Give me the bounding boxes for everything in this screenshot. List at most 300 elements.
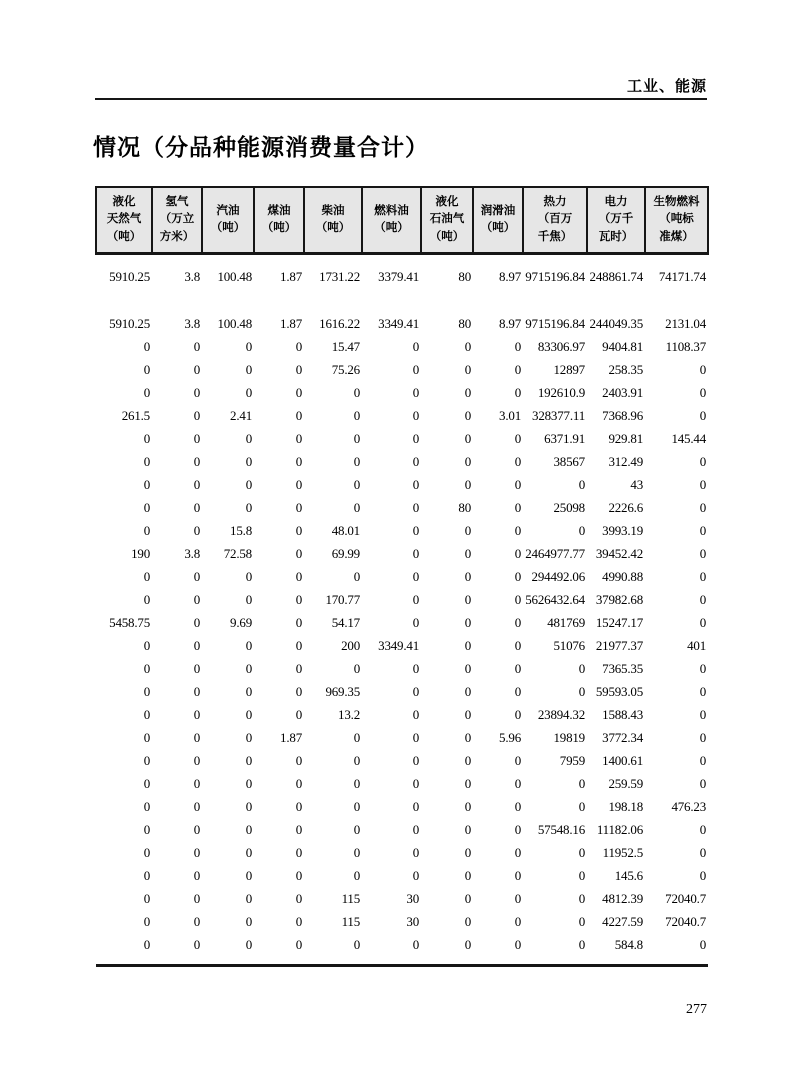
table-cell: 0	[514, 499, 521, 515]
table-cell: 0	[143, 752, 150, 768]
table-cell: 0	[464, 614, 471, 630]
table-cell: 0	[295, 338, 302, 354]
table-cell: 0	[353, 430, 360, 446]
table-row	[96, 680, 708, 703]
table-row	[96, 496, 708, 519]
table-cell: 51076	[553, 637, 585, 653]
table-cell: 0	[193, 591, 200, 607]
table-cell: 0	[143, 706, 150, 722]
table-cell: 6371.91	[544, 430, 585, 446]
table-cell: 0	[193, 913, 200, 929]
table-cell: 5.96	[499, 729, 521, 745]
table-cell: 0	[193, 729, 200, 745]
table-cell: 0	[578, 890, 585, 906]
table-cell: 9715196.84	[525, 268, 585, 284]
table-cell: 2.41	[230, 407, 252, 423]
column-header-line: 天然气	[106, 213, 142, 226]
table-cell: 4812.39	[602, 890, 643, 906]
table-cell: 0	[699, 752, 706, 768]
table-cell: 0	[245, 867, 252, 883]
column-header-3	[202, 187, 254, 254]
table-cell: 0	[412, 775, 419, 791]
column-header-line: （百万	[537, 213, 573, 226]
table-cell: 0	[699, 545, 706, 561]
table-cell: 2464977.77	[525, 545, 585, 561]
table-cell: 0	[295, 683, 302, 699]
table-cell: 2131.04	[665, 315, 706, 331]
column-header-line: （万千	[598, 213, 634, 226]
column-header-line: 电力	[604, 196, 628, 209]
table-cell: 0	[245, 844, 252, 860]
table-cell: 0	[514, 522, 521, 538]
table-cell: 294492.06	[531, 568, 585, 584]
table-row	[96, 450, 708, 473]
table-cell: 80	[458, 315, 471, 331]
table-cell: 0	[353, 867, 360, 883]
table-cell: 0	[353, 499, 360, 515]
column-header-9	[523, 187, 587, 254]
column-header-1	[96, 187, 152, 254]
table-cell: 0	[143, 867, 150, 883]
table-cell: 15.8	[230, 522, 252, 538]
table-cell: 23894.32	[537, 706, 585, 722]
table-cell: 0	[193, 338, 200, 354]
table-cell: 0	[143, 476, 150, 492]
table-cell: 0	[295, 476, 302, 492]
table-cell: 0	[578, 844, 585, 860]
table-cell: 0	[245, 430, 252, 446]
table-cell: 0	[143, 660, 150, 676]
table-cell: 0	[514, 752, 521, 768]
table-cell: 3.8	[184, 315, 200, 331]
table-cell: 0	[412, 798, 419, 814]
table-cell: 0	[412, 844, 419, 860]
table-cell: 0	[295, 453, 302, 469]
table-row	[96, 795, 708, 818]
table-cell: 0	[514, 361, 521, 377]
table-cell: 0	[193, 890, 200, 906]
table-cell: 0	[143, 913, 150, 929]
table-row	[96, 749, 708, 772]
table-cell: 0	[699, 568, 706, 584]
table-cell: 3.8	[184, 268, 200, 284]
table-cell: 0	[699, 614, 706, 630]
column-header-line: 煤油	[267, 204, 291, 217]
table-row	[96, 358, 708, 381]
table-row	[96, 933, 708, 966]
table-row	[96, 473, 708, 496]
table-cell: 0	[464, 752, 471, 768]
table-cell: 0	[245, 729, 252, 745]
table-cell: 0	[514, 660, 521, 676]
column-header-line: 生物燃料	[653, 196, 700, 209]
header-rule	[95, 98, 707, 100]
table-cell: 0	[514, 683, 521, 699]
table-cell: 2226.6	[608, 499, 643, 515]
table-cell: 21977.37	[595, 637, 643, 653]
table-cell: 0	[514, 936, 521, 952]
table-cell: 0	[193, 637, 200, 653]
table-cell: 0	[412, 545, 419, 561]
table-row	[96, 427, 708, 450]
page-number: 277	[686, 1002, 707, 1017]
table-cell: 0	[578, 798, 585, 814]
energy-consumption-table	[95, 186, 709, 967]
table-cell: 481769	[547, 614, 585, 630]
column-header-line: 方米）	[159, 230, 195, 243]
table-cell: 0	[353, 936, 360, 952]
table-cell: 0	[412, 338, 419, 354]
table-cell: 259.59	[608, 775, 643, 791]
table-cell: 0	[464, 683, 471, 699]
column-header-line: 石油气	[429, 213, 465, 226]
table-cell: 0	[464, 913, 471, 929]
table-cell: 0	[514, 545, 521, 561]
column-header-line: 瓦时）	[598, 230, 634, 243]
table-cell: 69.99	[331, 545, 360, 561]
table-cell: 0	[193, 522, 200, 538]
table-cell: 0	[295, 407, 302, 423]
table-cell: 3349.41	[378, 637, 419, 653]
table-cell: 0	[295, 545, 302, 561]
table-cell: 1731.22	[319, 268, 360, 284]
column-header-line: 热力	[543, 196, 567, 209]
table-cell: 48.01	[331, 522, 360, 538]
table-cell: 0	[143, 522, 150, 538]
column-header-line: 燃料油	[374, 204, 409, 217]
table-cell: 0	[353, 660, 360, 676]
table-cell: 0	[412, 614, 419, 630]
table-cell: 0	[412, 867, 419, 883]
table-cell: 0	[295, 384, 302, 400]
table-cell: 929.81	[608, 430, 643, 446]
table-cell: 0	[514, 453, 521, 469]
table-cell: 0	[699, 522, 706, 538]
table-cell: 0	[464, 430, 471, 446]
table-cell: 0	[193, 821, 200, 837]
table-cell: 0	[143, 775, 150, 791]
table-cell: 5458.75	[109, 614, 150, 630]
table-cell: 0	[514, 821, 521, 837]
table-row	[96, 519, 708, 542]
table-cell: 0	[412, 499, 419, 515]
spacer-cell	[96, 288, 708, 312]
table-cell: 0	[514, 430, 521, 446]
table-cell: 1108.37	[665, 338, 706, 354]
table-cell: 0	[193, 775, 200, 791]
table-cell: 0	[578, 660, 585, 676]
table-cell: 170.77	[325, 591, 360, 607]
column-header-8	[473, 187, 523, 254]
table-cell: 0	[193, 867, 200, 883]
table-cell: 0	[295, 430, 302, 446]
table-cell: 0	[699, 453, 706, 469]
table-cell: 9.69	[230, 614, 252, 630]
page-title: 情况（分品种能源消费量合计）	[93, 134, 429, 160]
table-cell: 57548.16	[537, 821, 585, 837]
table-cell: 0	[193, 361, 200, 377]
table-cell: 0	[464, 338, 471, 354]
table-cell: 59593.05	[595, 683, 643, 699]
table-cell: 0	[143, 361, 150, 377]
table-cell: 0	[193, 844, 200, 860]
table-cell: 0	[143, 844, 150, 860]
table-cell: 261.5	[121, 407, 150, 423]
table-row	[96, 611, 708, 634]
table-cell: 39452.42	[595, 545, 643, 561]
table-cell: 0	[699, 660, 706, 676]
table-cell: 0	[295, 361, 302, 377]
table-cell: 54.17	[331, 614, 360, 630]
table-cell: 0	[245, 476, 252, 492]
table-cell: 0	[412, 568, 419, 584]
table-cell: 0	[245, 338, 252, 354]
table-cell: 80	[458, 268, 471, 284]
table-cell: 100.48	[217, 268, 252, 284]
table-cell: 312.49	[608, 453, 643, 469]
table-row	[96, 841, 708, 864]
table-cell: 15.47	[331, 338, 360, 354]
table-cell: 0	[464, 729, 471, 745]
table-row	[96, 335, 708, 358]
table-cell: 0	[143, 384, 150, 400]
table-cell: 0	[193, 407, 200, 423]
column-header-2	[152, 187, 202, 254]
table-cell: 0	[464, 660, 471, 676]
table-cell: 0	[464, 637, 471, 653]
table-cell: 476.23	[671, 798, 706, 814]
table-cell: 0	[464, 384, 471, 400]
table-row	[96, 381, 708, 404]
table-cell: 0	[353, 775, 360, 791]
table-cell: 244049.35	[589, 315, 643, 331]
table-cell: 25098	[553, 499, 585, 515]
column-header-line: 液化	[435, 196, 459, 209]
table-cell: 1588.43	[602, 706, 643, 722]
table-cell: 190	[131, 545, 150, 561]
table-cell: 0	[295, 706, 302, 722]
table-cell: 0	[412, 384, 419, 400]
table-cell: 0	[143, 499, 150, 515]
table-cell: 0	[193, 453, 200, 469]
column-header-line: （吨）	[480, 222, 516, 234]
table-cell: 0	[514, 775, 521, 791]
table-cell: 0	[193, 476, 200, 492]
table-cell: 0	[353, 384, 360, 400]
table-cell: 0	[412, 430, 419, 446]
table-cell: 0	[353, 844, 360, 860]
table-cell: 1.87	[280, 268, 302, 284]
table-cell: 0	[193, 614, 200, 630]
table-cell: 9404.81	[602, 338, 643, 354]
table-row	[96, 542, 708, 565]
column-header-line: 柴油	[321, 204, 345, 217]
table-row	[96, 726, 708, 749]
table-cell: 0	[412, 936, 419, 952]
table-cell: 8.97	[499, 268, 521, 284]
table-cell: 0	[245, 637, 252, 653]
column-header-4	[254, 187, 304, 254]
table-cell: 0	[412, 706, 419, 722]
column-header-7	[421, 187, 473, 254]
table-cell: 30	[406, 913, 419, 929]
table-cell: 100.48	[217, 315, 252, 331]
table-cell: 0	[193, 706, 200, 722]
table-cell: 0	[514, 614, 521, 630]
table-cell: 0	[464, 844, 471, 860]
column-header-line: （吨）	[210, 222, 246, 234]
column-header-line: （万立	[159, 213, 195, 226]
table-cell: 0	[464, 591, 471, 607]
running-header: 工业、能源	[626, 78, 707, 95]
table-cell: 0	[245, 660, 252, 676]
table-cell: 0	[295, 936, 302, 952]
table-cell: 7368.96	[602, 407, 643, 423]
table-cell: 584.8	[614, 936, 643, 952]
column-header-line: （吨）	[106, 230, 142, 243]
table-cell: 401	[687, 637, 706, 653]
table-cell: 0	[245, 706, 252, 722]
column-header-line: 汽油	[216, 204, 240, 217]
table-cell: 0	[412, 453, 419, 469]
table-cell: 0	[412, 683, 419, 699]
table-cell: 258.35	[608, 361, 643, 377]
table-cell: 115	[341, 890, 360, 906]
table-cell: 0	[464, 706, 471, 722]
table-cell: 0	[464, 545, 471, 561]
table-wrap	[95, 186, 707, 967]
table-cell: 0	[464, 476, 471, 492]
table-cell: 0	[245, 361, 252, 377]
table-cell: 0	[699, 706, 706, 722]
table-row	[96, 588, 708, 611]
table-row	[96, 818, 708, 841]
table-cell: 0	[245, 775, 252, 791]
table-cell: 0	[514, 844, 521, 860]
table-cell: 5626432.64	[525, 591, 585, 607]
table-cell: 0	[412, 361, 419, 377]
table-cell: 74171.74	[658, 268, 706, 284]
column-header-line: （吨）	[261, 222, 297, 234]
table-cell: 0	[295, 821, 302, 837]
table-cell: 192610.9	[537, 384, 585, 400]
table-cell: 0	[295, 637, 302, 653]
table-cell: 0	[514, 798, 521, 814]
table-cell: 0	[353, 568, 360, 584]
table-row	[96, 864, 708, 887]
table-cell: 0	[143, 729, 150, 745]
table-cell: 43	[630, 476, 643, 492]
table-cell: 0	[143, 430, 150, 446]
total-row	[96, 254, 708, 289]
table-cell: 0	[514, 568, 521, 584]
table-row	[96, 657, 708, 680]
table-cell: 0	[245, 913, 252, 929]
table-cell: 72040.7	[665, 913, 706, 929]
table-cell: 0	[193, 752, 200, 768]
table-cell: 0	[295, 522, 302, 538]
column-header-line: （吨）	[429, 230, 465, 243]
table-cell: 0	[245, 499, 252, 515]
table-cell: 0	[295, 844, 302, 860]
table-cell: 0	[514, 890, 521, 906]
table-cell: 0	[699, 821, 706, 837]
table-cell: 1.87	[280, 729, 302, 745]
table-cell: 0	[245, 752, 252, 768]
table-cell: 0	[245, 936, 252, 952]
table-cell: 15247.17	[595, 614, 643, 630]
table-cell: 0	[412, 821, 419, 837]
table-cell: 5910.25	[109, 315, 150, 331]
table-cell: 0	[245, 683, 252, 699]
table-cell: 0	[464, 361, 471, 377]
table-cell: 11182.06	[596, 821, 643, 837]
table-cell: 0	[353, 453, 360, 469]
table-cell: 5910.25	[109, 268, 150, 284]
table-cell: 8.97	[499, 315, 521, 331]
table-cell: 0	[412, 729, 419, 745]
table-cell: 13.2	[338, 706, 360, 722]
table-cell: 115	[341, 913, 360, 929]
table-cell: 0	[412, 591, 419, 607]
column-header-line: （吨）	[315, 222, 351, 234]
table-row	[96, 312, 708, 335]
table-cell: 0	[464, 890, 471, 906]
table-cell: 0	[143, 568, 150, 584]
table-cell: 0	[193, 936, 200, 952]
table-cell: 0	[412, 476, 419, 492]
table-cell: 0	[699, 867, 706, 883]
table-cell: 0	[699, 499, 706, 515]
table-cell: 0	[699, 476, 706, 492]
table-cell: 0	[143, 798, 150, 814]
table-cell: 0	[514, 384, 521, 400]
table-cell: 0	[578, 476, 585, 492]
table-row	[96, 910, 708, 933]
table-cell: 0	[143, 591, 150, 607]
table-cell: 0	[353, 821, 360, 837]
table-row	[96, 565, 708, 588]
column-header-line: 准煤）	[659, 230, 694, 243]
column-header-6	[362, 187, 421, 254]
table-row	[96, 404, 708, 427]
column-header-line: 润滑油	[480, 204, 516, 217]
table-cell: 0	[245, 384, 252, 400]
table-cell: 0	[514, 637, 521, 653]
spacer-row	[96, 288, 708, 312]
table-cell: 969.35	[325, 683, 360, 699]
column-header-11	[645, 187, 708, 254]
table-cell: 1.87	[280, 315, 302, 331]
table-cell: 0	[699, 844, 706, 860]
table-cell: 0	[193, 798, 200, 814]
table-cell: 0	[464, 453, 471, 469]
table-cell: 0	[464, 936, 471, 952]
table-cell: 4990.88	[602, 568, 643, 584]
column-header-line: 液化	[112, 196, 136, 209]
table-cell: 3.8	[184, 545, 200, 561]
table-cell: 0	[699, 384, 706, 400]
table-cell: 0	[193, 499, 200, 515]
table-cell: 0	[464, 821, 471, 837]
table-cell: 0	[578, 936, 585, 952]
column-header-line: 千焦）	[537, 230, 573, 243]
table-cell: 7365.35	[602, 660, 643, 676]
table-cell: 80	[458, 499, 471, 515]
table-cell: 0	[245, 568, 252, 584]
table-cell: 9715196.84	[525, 315, 585, 331]
table-cell: 0	[514, 867, 521, 883]
